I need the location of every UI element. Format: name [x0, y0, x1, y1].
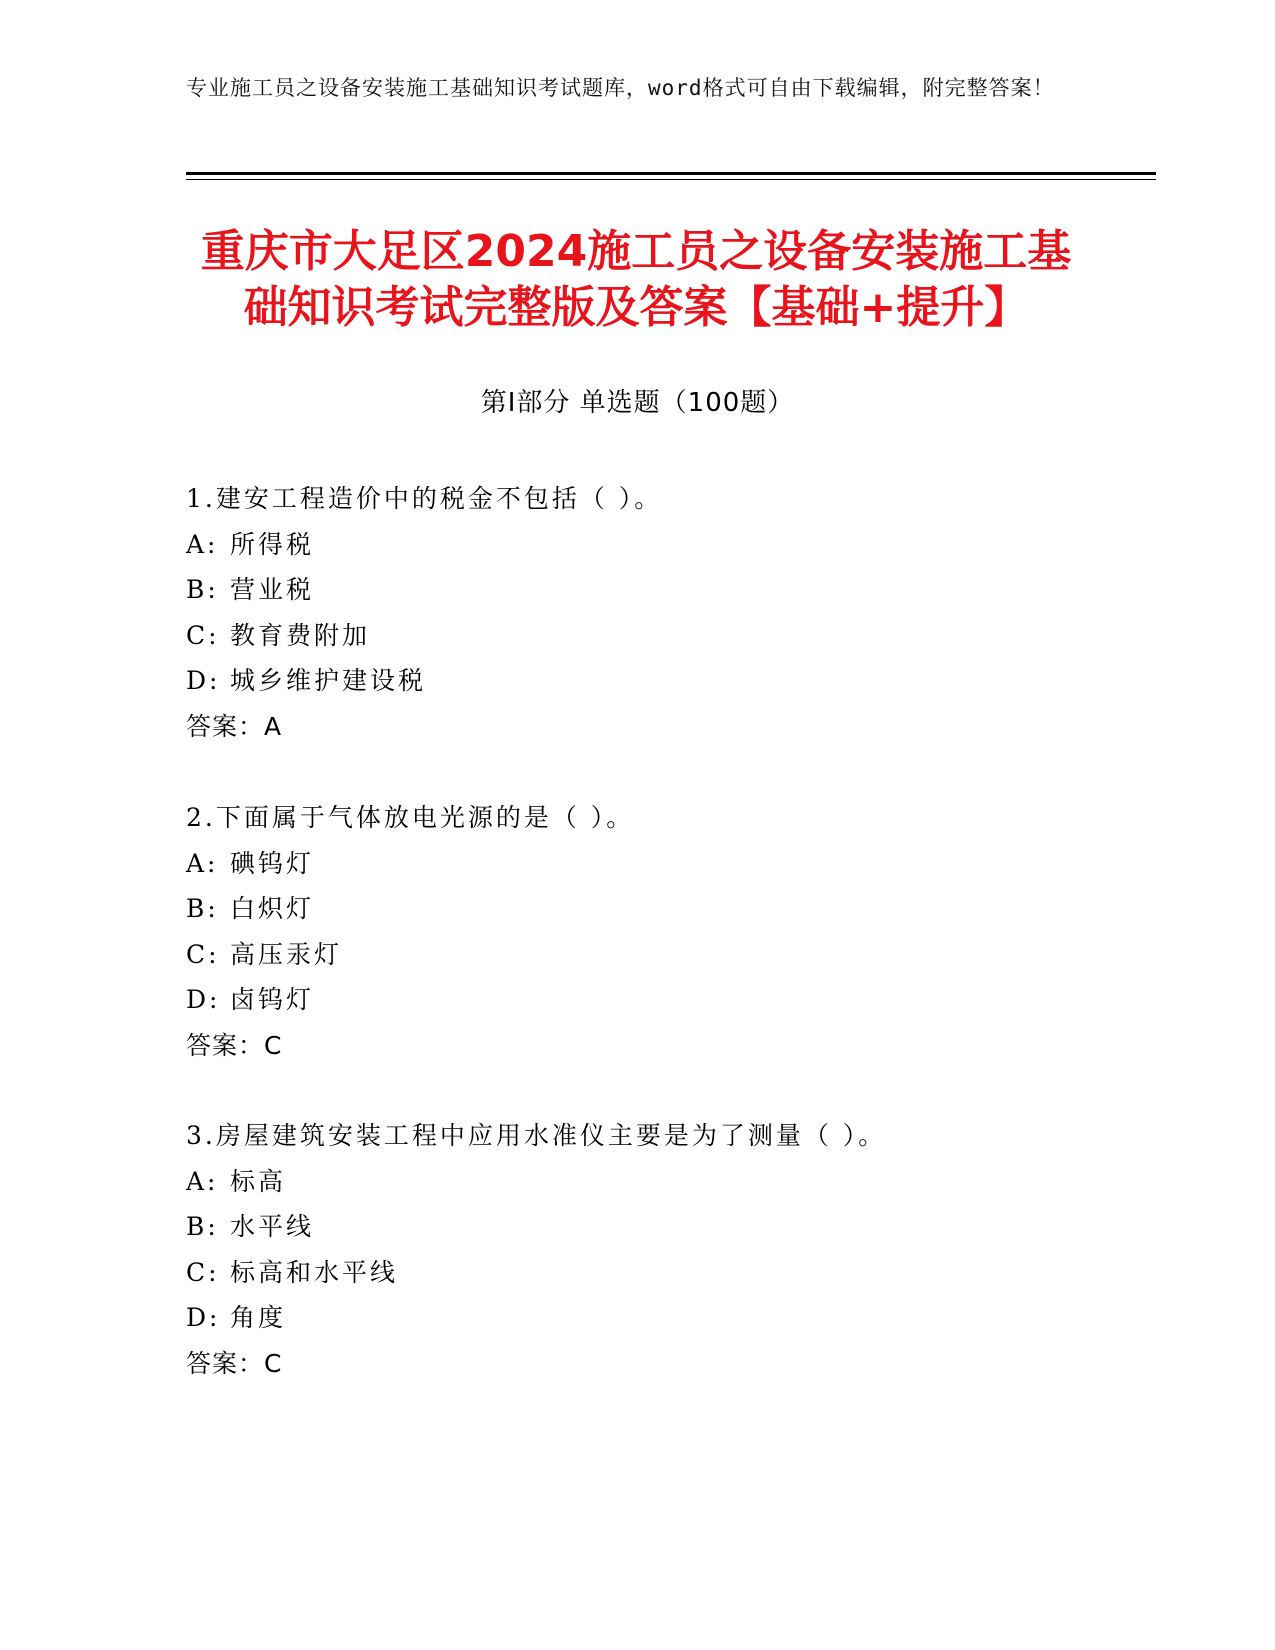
- answer-label: 答案：: [186, 711, 265, 741]
- option-text: 营业税: [230, 575, 315, 604]
- option-d: [186, 658, 1106, 704]
- question-stem: [186, 795, 1106, 841]
- option-text: 水平线: [230, 1212, 315, 1241]
- option-a: [186, 841, 1106, 887]
- document-title: 重庆市大足区2024施工员之设备安装施工基础知识考试完整版及答案【基础+提升】: [200, 226, 1072, 333]
- option-text: 高压汞灯: [230, 939, 343, 969]
- question-number: 2.: [186, 803, 216, 832]
- option-c: [186, 613, 1106, 659]
- answer-line: [186, 704, 1106, 750]
- header-note: 专业施工员之设备安装施工基础知识考试题库，word格式可自由下载编辑，附完整答案！: [186, 76, 1055, 100]
- option-key: B:: [186, 894, 219, 923]
- answer-value: A: [264, 711, 283, 741]
- question-stem: [186, 476, 1106, 522]
- option-c: [186, 1250, 1106, 1296]
- option-text: 白炽灯: [230, 894, 315, 923]
- option-text: 标高和水平线: [230, 1257, 399, 1287]
- option-key: B:: [186, 1212, 219, 1241]
- option-d: [186, 977, 1106, 1023]
- option-b: [186, 567, 1106, 613]
- option-a: [186, 522, 1106, 568]
- question-text: 下面属于气体放电光源的是（ ）。: [215, 803, 635, 832]
- answer-value: C: [264, 1030, 283, 1060]
- question-number: 1.: [186, 484, 216, 513]
- answer-value: C: [264, 1348, 283, 1378]
- answer-line: [186, 1023, 1106, 1069]
- question-stem: [186, 1113, 1106, 1159]
- option-key: A:: [186, 1166, 219, 1196]
- option-key: A:: [186, 848, 219, 878]
- option-text: 标高: [230, 1166, 287, 1196]
- header-divider-thick: [186, 172, 1156, 175]
- section-title: 第Ⅰ部分 单选题（100题）: [480, 388, 795, 418]
- option-key: D:: [186, 1303, 221, 1332]
- option-d: [186, 1295, 1106, 1341]
- option-text: 碘钨灯: [230, 848, 315, 878]
- option-text: 教育费附加: [230, 620, 371, 650]
- question-1: [186, 476, 1106, 749]
- header-divider-thin: [186, 179, 1156, 180]
- question-number: 3.: [186, 1121, 216, 1150]
- option-text: 所得税: [230, 529, 315, 559]
- option-a: [186, 1159, 1106, 1205]
- option-key: D:: [186, 985, 221, 1014]
- question-2: [186, 795, 1106, 1068]
- option-key: C:: [186, 620, 220, 650]
- option-b: [186, 886, 1106, 932]
- option-text: 卤钨灯: [230, 985, 315, 1014]
- option-text: 角度: [230, 1303, 287, 1332]
- option-key: C:: [186, 939, 220, 969]
- option-c: [186, 932, 1106, 978]
- answer-line: [186, 1341, 1106, 1387]
- answer-label: 答案：: [186, 1348, 265, 1378]
- answer-label: 答案：: [186, 1030, 265, 1060]
- option-text: 城乡维护建设税: [230, 666, 427, 695]
- question-3: [186, 1113, 1106, 1386]
- question-text: 建安工程造价中的税金不包括（ ）。: [215, 484, 663, 513]
- option-key: A:: [186, 529, 219, 559]
- question-text: 房屋建筑安装工程中应用水准仪主要是为了测量（ ）。: [215, 1121, 887, 1150]
- option-key: C:: [186, 1257, 220, 1287]
- option-key: D:: [186, 666, 221, 695]
- option-b: [186, 1204, 1106, 1250]
- option-key: B:: [186, 575, 219, 604]
